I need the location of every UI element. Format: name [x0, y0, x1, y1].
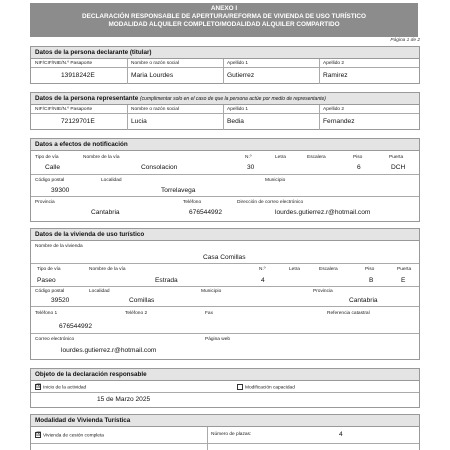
notif-num-field[interactable]: 30 — [247, 164, 255, 171]
divider — [31, 263, 419, 264]
divider — [31, 392, 419, 393]
viv-tel1-label: Teléfono 1 — [35, 311, 58, 316]
divider — [31, 113, 419, 114]
vivienda-section — [30, 228, 420, 360]
viv-web-label: Página web — [205, 337, 231, 342]
divider — [319, 59, 320, 84]
representante-nombre-field[interactable]: Lucia — [131, 118, 147, 125]
form-title-line1: DECLARACIÓN RESPONSABLE DE APERTURA/REFORMA DE VIVIENDA DE USO TURÍSTICO — [81, 13, 367, 20]
modalidad-section — [30, 414, 420, 450]
notif-localidad-label: Localidad — [101, 178, 122, 183]
divider — [319, 105, 320, 130]
modificacion-capacidad-label: Modificación capacidad — [245, 385, 295, 391]
viv-localidad-field[interactable]: Comillas — [129, 297, 155, 304]
viv-nombre-via-label: Nombre de la vía — [89, 267, 126, 272]
viv-catastral-label: Referencia catastral — [327, 311, 370, 316]
notif-tipo-via-label: Tipo de vía — [35, 155, 59, 160]
viv-puerta-field[interactable]: E — [401, 277, 406, 284]
representante-title — [31, 93, 419, 105]
declarante-ap2-label: Apellido 2 — [323, 61, 345, 66]
viv-nombre-label: Nombre de la vivienda — [35, 244, 83, 249]
viv-num-field[interactable]: 4 — [261, 277, 265, 284]
divider — [31, 443, 419, 444]
form-header — [30, 3, 418, 37]
notificacion-title: Datos a efectos de notificación — [31, 139, 419, 151]
viv-piso-label: Piso — [365, 267, 375, 272]
declarante-nombre-field[interactable]: Maria Lourdes — [131, 72, 174, 79]
modificacion-capacidad-checkbox[interactable] — [237, 384, 243, 390]
notif-provincia-label: Provincia — [35, 200, 55, 205]
notif-nombre-via-field[interactable]: Consolacion — [141, 164, 178, 171]
representante-nif-field[interactable]: 72129701E — [61, 118, 95, 125]
notif-escalera-label: Escalera — [307, 155, 326, 160]
notif-puerta-field[interactable]: DCH — [391, 164, 406, 171]
viv-email-label: Correo electrónico — [35, 337, 75, 342]
inicio-actividad-label: Inicio de la actividad — [43, 385, 87, 391]
viv-fax-label: Fax — [205, 311, 213, 316]
notif-telefono-field[interactable]: 676544992 — [189, 209, 223, 216]
viv-municipio-label: Municipio — [201, 289, 222, 294]
divider — [31, 174, 419, 175]
cesion-completa-checkbox[interactable]: ☒ — [36, 432, 42, 438]
viv-provincia-label: Provincia — [313, 289, 333, 294]
representante-note: (cumplimentar solo en el caso de que la persona actúe por medio de representante) — [140, 96, 326, 102]
cesion-completa-label: Vivienda de cesión completa — [43, 433, 104, 439]
notif-telefono-label: Teléfono — [183, 200, 202, 205]
notif-email-field[interactable]: lourdes.gutierrez.r@hotmail.com — [275, 209, 371, 216]
modalidad-title: Modalidad de Vivienda Turística — [31, 415, 419, 427]
viv-localidad-label: Localidad — [89, 289, 110, 294]
notif-localidad-field[interactable]: Torrelavega — [161, 187, 196, 194]
declarante-ap1-field[interactable]: Gutierrez — [227, 72, 255, 79]
declarante-nif-field[interactable]: 13918242E — [61, 72, 95, 79]
notif-cp-label: Código postal — [35, 178, 65, 183]
notif-municipio-label: Municipio — [265, 178, 286, 183]
page-number: Página 1 de 2 — [390, 38, 420, 43]
vivienda-title: Datos de la vivienda de uso turístico — [31, 229, 419, 241]
plazas-label: Número de plazas: — [211, 432, 252, 437]
viv-tel1-field[interactable]: 676544992 — [59, 323, 93, 330]
divider — [31, 67, 419, 68]
notif-num-label: N.º — [245, 155, 252, 160]
declarante-nombre-label: Nombre o razón social — [131, 61, 179, 66]
divider — [31, 333, 419, 334]
viv-tipo-via-field[interactable]: Paseo — [37, 277, 56, 284]
representante-ap1-label: Apellido 1 — [227, 107, 249, 112]
notif-letra-label: Letra — [275, 155, 286, 160]
representante-ap2-label: Apellido 2 — [323, 107, 345, 112]
inicio-date-field[interactable]: 15 de Marzo 2025 — [97, 396, 151, 403]
viv-nombre-field[interactable]: Casa Comillas — [203, 254, 246, 261]
viv-cp-label: Código postal — [35, 289, 65, 294]
divider — [223, 105, 224, 130]
viv-provincia-field[interactable]: Cantabria — [349, 297, 378, 304]
declarante-title: Datos de la persona declarante (titular) — [31, 47, 419, 59]
representante-nif-label: NIF/CIF/NIE/N.º Pasaporte — [35, 107, 93, 112]
notif-email-label: Dirección de correo electrónico — [237, 200, 304, 205]
viv-email-field[interactable]: lourdes.gutierrez.r@hotmail.com — [61, 347, 157, 354]
notif-tipo-via-field[interactable]: Calle — [45, 164, 61, 171]
viv-num-label: N.º — [259, 267, 266, 272]
plazas-field[interactable]: 4 — [339, 431, 343, 438]
divider — [223, 59, 224, 84]
viv-puerta-label: Puerta — [397, 267, 412, 272]
inicio-actividad-option — [35, 384, 86, 390]
viv-tipo-via-label: Tipo de vía — [37, 267, 61, 272]
representante-nombre-label: Nombre o razón social — [131, 107, 179, 112]
viv-nombre-via-field[interactable]: Estrada — [155, 277, 178, 284]
viv-letra-label: Letra — [289, 267, 300, 272]
form-title-line2: MODALIDAD ALQUILER COMPLETO/MODALIDAD ALQUILER COMPARTIDO — [108, 21, 340, 28]
inicio-actividad-checkbox[interactable]: ☒ — [36, 384, 42, 390]
modificacion-option — [237, 384, 295, 390]
divider — [127, 59, 128, 84]
notif-piso-label: Piso — [353, 155, 363, 160]
divider — [127, 105, 128, 130]
notif-provincia-field[interactable]: Cantabria — [91, 209, 120, 216]
divider — [31, 196, 419, 197]
divider — [31, 306, 419, 307]
representante-ap1-field[interactable]: Bedia — [227, 118, 244, 125]
viv-piso-field[interactable]: B — [369, 277, 374, 284]
notificacion-section — [30, 138, 420, 222]
annex-title: ANEXO I — [210, 5, 238, 12]
declarante-ap1-label: Apellido 1 — [227, 61, 249, 66]
objeto-title: Objeto de la declaración responsable — [31, 369, 419, 381]
representante-section — [30, 92, 420, 130]
viv-escalera-label: Escalera — [319, 267, 338, 272]
notif-nombre-via-label: Nombre de la vía — [83, 155, 120, 160]
notif-piso-field[interactable]: 6 — [357, 164, 361, 171]
representante-ap2-field[interactable]: Fernandez — [323, 118, 355, 125]
viv-tel2-label: Teléfono 2 — [125, 311, 148, 316]
cesion-completa-option — [35, 432, 104, 438]
declarante-ap2-field[interactable]: Ramirez — [323, 72, 348, 79]
divider — [31, 286, 419, 287]
declarante-section — [30, 46, 420, 84]
divider — [207, 427, 208, 450]
notif-cp-field[interactable]: 39300 — [51, 187, 70, 194]
declarante-nif-label: NIF/CIF/NIE/N.º Pasaporte — [35, 61, 93, 66]
notif-puerta-label: Puerta — [389, 155, 404, 160]
objeto-section — [30, 368, 420, 408]
viv-cp-field[interactable]: 39520 — [51, 297, 70, 304]
representante-title-text: Datos de la persona representante — [35, 95, 139, 102]
